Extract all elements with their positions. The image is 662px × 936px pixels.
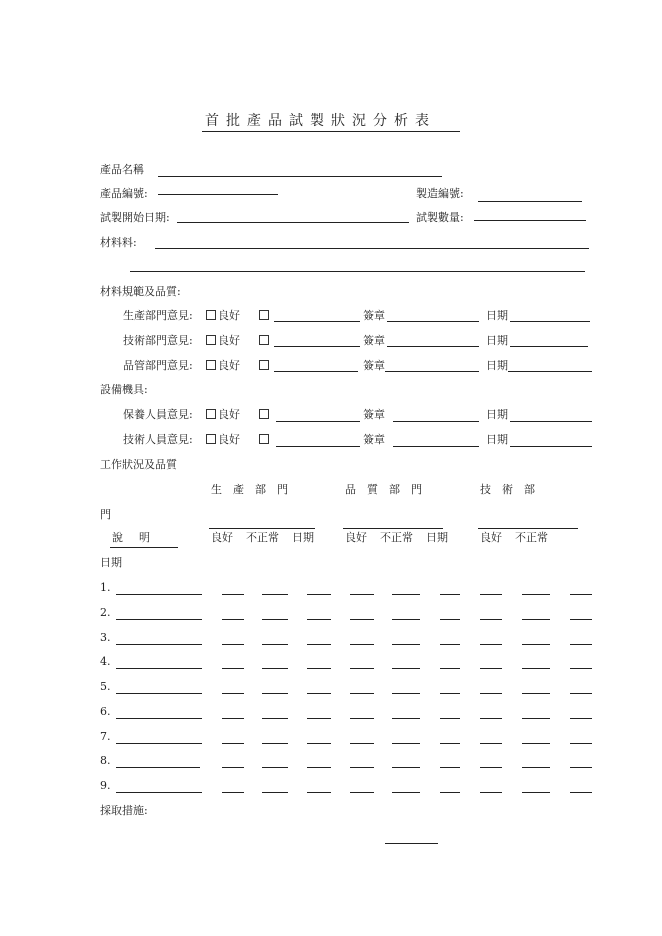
date-label: 日期 xyxy=(486,408,508,421)
row-cell-field[interactable] xyxy=(392,792,420,793)
materials-field-1[interactable] xyxy=(155,248,589,249)
row-description-field[interactable] xyxy=(116,594,202,595)
good-label: 良好 xyxy=(218,309,240,322)
row-cell-field[interactable] xyxy=(392,743,420,744)
row-cell-field[interactable] xyxy=(307,668,331,669)
row-cell-field[interactable] xyxy=(480,619,502,620)
good-label: 良好 xyxy=(218,433,240,446)
dept-tech-header: 技 術 部 xyxy=(480,483,535,496)
checkbox-icon[interactable] xyxy=(259,335,269,345)
mfg-no-field[interactable] xyxy=(478,201,582,202)
opinion-label: 技術人員意見: xyxy=(123,433,193,446)
row-cell-field[interactable] xyxy=(480,767,502,768)
row-cell-field[interactable] xyxy=(570,718,592,719)
sign-label: 簽章 xyxy=(363,334,385,347)
opinion-field[interactable] xyxy=(274,371,358,372)
row-description-field[interactable] xyxy=(116,644,202,645)
row-cell-field[interactable] xyxy=(350,644,374,645)
row-cell-field[interactable] xyxy=(570,767,592,768)
row-cell-field[interactable] xyxy=(350,743,374,744)
row-cell-field[interactable] xyxy=(392,644,420,645)
row-description-field[interactable] xyxy=(116,767,200,768)
row-cell-field[interactable] xyxy=(222,767,244,768)
materials-label: 材料料: xyxy=(100,236,137,249)
row-cell-field[interactable] xyxy=(440,792,460,793)
row-cell-field[interactable] xyxy=(350,594,374,595)
row-cell-field[interactable] xyxy=(522,668,550,669)
row-cell-field[interactable] xyxy=(522,594,550,595)
row-number: 2. xyxy=(100,605,111,619)
product-no-field[interactable] xyxy=(158,194,278,195)
row-cell-field[interactable] xyxy=(307,594,331,595)
row-cell-field[interactable] xyxy=(262,718,288,719)
checkbox-icon[interactable] xyxy=(206,409,216,419)
row-number: 4. xyxy=(100,655,111,669)
row-cell-field[interactable] xyxy=(222,619,244,620)
row-cell-field[interactable] xyxy=(222,693,244,694)
row-cell-field[interactable] xyxy=(350,668,374,669)
sub-abnormal: 不正常 xyxy=(380,531,413,544)
trial-start-field[interactable] xyxy=(177,222,409,223)
date-column-label: 日期 xyxy=(100,556,122,569)
row-number: 8. xyxy=(100,754,111,768)
row-cell-field[interactable] xyxy=(522,767,550,768)
row-cell-field[interactable] xyxy=(392,668,420,669)
opinion-label: 品管部門意見: xyxy=(123,359,193,372)
row-description-field[interactable] xyxy=(116,668,202,669)
title-underline xyxy=(202,131,460,132)
row-cell-field[interactable] xyxy=(570,619,592,620)
row-cell-field[interactable] xyxy=(350,619,374,620)
sub-abnormal: 不正常 xyxy=(515,531,548,544)
checkbox-icon[interactable] xyxy=(259,409,269,419)
sub-date: 日期 xyxy=(292,531,314,544)
good-checkbox[interactable] xyxy=(206,359,240,373)
sign-field[interactable] xyxy=(393,446,479,447)
row-cell-field[interactable] xyxy=(262,743,288,744)
row-cell-field[interactable] xyxy=(350,693,374,694)
row-cell-field[interactable] xyxy=(262,619,288,620)
dept-quality-rule xyxy=(343,528,443,529)
row-cell-field[interactable] xyxy=(522,693,550,694)
mfg-no-label: 製造編號: xyxy=(416,187,464,200)
opinion-label: 保養人員意見: xyxy=(123,408,193,421)
sub-good: 良好 xyxy=(211,531,233,544)
sub-date: 日期 xyxy=(426,531,448,544)
row-cell-field[interactable] xyxy=(440,644,460,645)
opinion-field[interactable] xyxy=(274,346,360,347)
good-checkbox[interactable] xyxy=(206,408,240,422)
dept-production-rule xyxy=(209,528,315,529)
sign-field[interactable] xyxy=(387,321,479,322)
row-description-field[interactable] xyxy=(116,693,202,694)
row-cell-field[interactable] xyxy=(392,619,420,620)
row-number: 5. xyxy=(100,680,111,693)
good-label: 良好 xyxy=(218,408,240,421)
row-cell-field[interactable] xyxy=(480,693,502,694)
row-cell-field[interactable] xyxy=(350,718,374,719)
row-cell-field[interactable] xyxy=(307,792,331,793)
row-cell-field[interactable] xyxy=(480,594,502,595)
checkbox-icon[interactable] xyxy=(206,434,216,444)
sign-label: 簽章 xyxy=(363,309,385,322)
row-cell-field[interactable] xyxy=(522,792,550,793)
row-number: 6. xyxy=(100,704,111,718)
sign-field[interactable] xyxy=(393,421,479,422)
row-cell-field[interactable] xyxy=(262,767,288,768)
dept-quality-header: 品 質 部 門 xyxy=(345,483,422,496)
row-cell-field[interactable] xyxy=(222,718,244,719)
date-label: 日期 xyxy=(486,309,508,322)
row-cell-field[interactable] xyxy=(480,668,502,669)
opinion-label: 技術部門意見: xyxy=(123,334,193,347)
dept-production-header: 生 產 部 門 xyxy=(211,483,288,496)
row-cell-field[interactable] xyxy=(262,693,288,694)
date-label: 日期 xyxy=(486,433,508,446)
row-cell-field[interactable] xyxy=(307,644,331,645)
row-cell-field[interactable] xyxy=(262,792,288,793)
good-checkbox[interactable] xyxy=(206,309,240,323)
row-cell-field[interactable] xyxy=(440,693,460,694)
row-cell-field[interactable] xyxy=(262,668,288,669)
row-cell-field[interactable] xyxy=(570,743,592,744)
row-cell-field[interactable] xyxy=(480,743,502,744)
row-description-field[interactable] xyxy=(116,619,202,620)
row-cell-field[interactable] xyxy=(222,644,244,645)
row-description-field[interactable] xyxy=(116,718,202,719)
row-cell-field[interactable] xyxy=(440,594,460,595)
good-checkbox[interactable] xyxy=(206,433,240,447)
row-cell-field[interactable] xyxy=(307,693,331,694)
other-checkbox[interactable] xyxy=(259,309,271,323)
product-no-label: 產品編號: xyxy=(100,187,148,200)
checkbox-icon[interactable] xyxy=(206,335,216,345)
desc-underline xyxy=(110,547,178,548)
measures-field[interactable] xyxy=(385,843,438,844)
row-cell-field[interactable] xyxy=(307,718,331,719)
row-cell-field[interactable] xyxy=(307,767,331,768)
product-name-label: 產品名稱 xyxy=(100,163,144,176)
row-number: 9. xyxy=(100,779,111,792)
date-field[interactable] xyxy=(510,446,592,447)
dept-tech-tail: 門 xyxy=(100,508,111,521)
row-cell-field[interactable] xyxy=(440,668,460,669)
row-description-field[interactable] xyxy=(116,792,202,793)
row-number: 3. xyxy=(100,630,111,644)
opinion-field[interactable] xyxy=(276,446,360,447)
row-cell-field[interactable] xyxy=(307,743,331,744)
row-cell-field[interactable] xyxy=(350,767,374,768)
row-cell-field[interactable] xyxy=(262,644,288,645)
row-cell-field[interactable] xyxy=(350,792,374,793)
other-checkbox[interactable] xyxy=(259,359,271,373)
material-spec-heading: 材料規範及品質: xyxy=(100,285,181,298)
row-cell-field[interactable] xyxy=(570,644,592,645)
trial-qty-field[interactable] xyxy=(474,220,586,221)
trial-start-label: 試製開始日期: xyxy=(100,211,170,224)
row-cell-field[interactable] xyxy=(392,718,420,719)
row-cell-field[interactable] xyxy=(440,718,460,719)
row-cell-field[interactable] xyxy=(480,644,502,645)
sub-good: 良好 xyxy=(480,531,502,544)
row-cell-field[interactable] xyxy=(307,619,331,620)
sign-label: 簽章 xyxy=(363,359,385,372)
row-number: 1. xyxy=(100,581,111,594)
checkbox-icon[interactable] xyxy=(259,434,269,444)
sign-label: 簽章 xyxy=(363,433,385,446)
good-checkbox[interactable] xyxy=(206,334,240,348)
date-field[interactable] xyxy=(508,371,592,372)
row-cell-field[interactable] xyxy=(570,668,592,669)
row-cell-field[interactable] xyxy=(480,718,502,719)
opinion-label: 生產部門意見: xyxy=(123,309,193,322)
row-description-field[interactable] xyxy=(116,743,202,744)
measures-label: 採取措施: xyxy=(100,804,148,817)
date-field[interactable] xyxy=(510,421,592,422)
row-cell-field[interactable] xyxy=(222,743,244,744)
opinion-field[interactable] xyxy=(276,421,360,422)
row-cell-field[interactable] xyxy=(480,792,502,793)
row-cell-field[interactable] xyxy=(262,594,288,595)
row-cell-field[interactable] xyxy=(522,743,550,744)
date-label: 日期 xyxy=(486,359,508,372)
row-cell-field[interactable] xyxy=(440,743,460,744)
date-field[interactable] xyxy=(510,321,590,322)
row-cell-field[interactable] xyxy=(392,693,420,694)
sub-abnormal: 不正常 xyxy=(246,531,279,544)
row-cell-field[interactable] xyxy=(222,792,244,793)
row-cell-field[interactable] xyxy=(522,718,550,719)
sign-field[interactable] xyxy=(385,371,479,372)
sign-field[interactable] xyxy=(387,346,479,347)
page-title: 首批產品試製狀況分析表 xyxy=(205,113,436,129)
row-cell-field[interactable] xyxy=(392,767,420,768)
date-field[interactable] xyxy=(510,346,588,347)
checkbox-icon[interactable] xyxy=(259,360,269,370)
row-cell-field[interactable] xyxy=(522,619,550,620)
date-label: 日期 xyxy=(486,334,508,347)
checkbox-icon[interactable] xyxy=(206,360,216,370)
desc-header: 說明 xyxy=(112,531,166,544)
product-name-field[interactable] xyxy=(158,176,442,177)
work-heading: 工作狀況及品質 xyxy=(100,458,177,471)
trial-qty-label: 試製數量: xyxy=(416,211,464,224)
checkbox-icon[interactable] xyxy=(206,310,216,320)
good-label: 良好 xyxy=(218,334,240,347)
sign-label: 簽章 xyxy=(363,408,385,421)
opinion-field[interactable] xyxy=(274,321,360,322)
row-cell-field[interactable] xyxy=(570,792,592,793)
row-cell-field[interactable] xyxy=(522,644,550,645)
row-cell-field[interactable] xyxy=(440,619,460,620)
checkbox-icon[interactable] xyxy=(259,310,269,320)
other-checkbox[interactable] xyxy=(259,334,271,348)
row-cell-field[interactable] xyxy=(440,767,460,768)
materials-field-2[interactable] xyxy=(130,271,585,272)
row-cell-field[interactable] xyxy=(222,668,244,669)
row-cell-field[interactable] xyxy=(222,594,244,595)
row-cell-field[interactable] xyxy=(570,594,592,595)
sub-good: 良好 xyxy=(345,531,367,544)
equipment-heading: 設備機具: xyxy=(100,383,148,396)
row-cell-field[interactable] xyxy=(570,693,592,694)
dept-tech-rule xyxy=(478,528,578,529)
good-label: 良好 xyxy=(218,359,240,372)
row-number: 7. xyxy=(100,729,111,743)
row-cell-field[interactable] xyxy=(392,594,420,595)
other-checkbox[interactable] xyxy=(259,408,271,422)
other-checkbox[interactable] xyxy=(259,433,271,447)
